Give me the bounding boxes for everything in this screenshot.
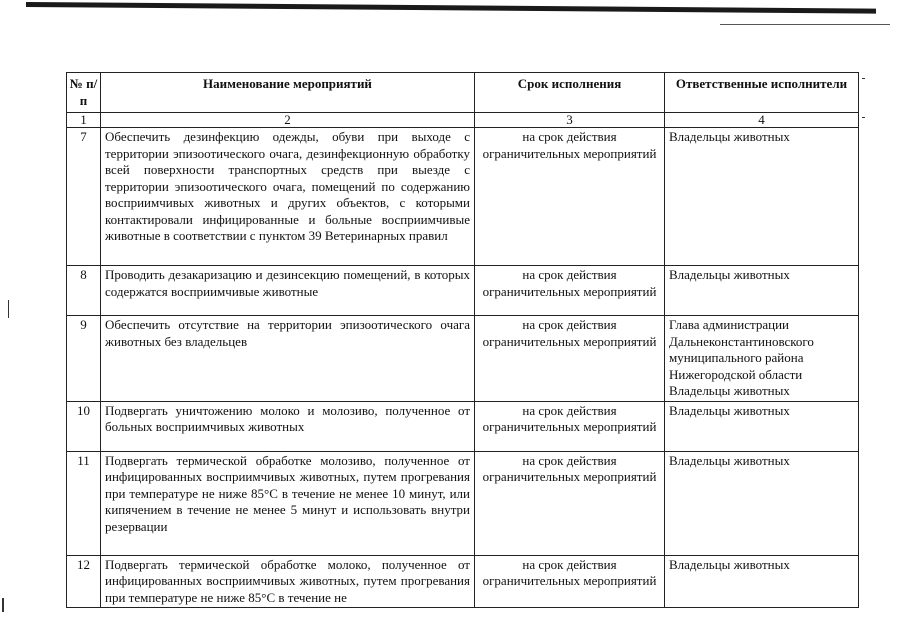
header-deadline: Срок исполнения [475,73,665,113]
measure-responsible: Владельцы животных [665,266,859,316]
row-number: 7 [67,128,101,266]
measure-responsible: Владельцы животных [665,555,859,608]
measure-deadline: на срок действия ограничительных мероприятий [475,401,665,451]
measure-deadline: на срок действия ограничительных мероприятий [475,555,665,608]
measure-responsible: Владельцы животных [665,451,859,555]
header-row [67,73,859,113]
measure-deadline: на срок действия ограничительных мероприятий [475,266,665,316]
index-cell: 4 [665,113,859,128]
measure-title: Подвергать уничтожению молоко и молозиво, полученное от больных восприимчивых животных [101,401,475,451]
scan-border-top [26,2,876,14]
header-responsible: Ответственные исполнители [665,73,859,113]
scan-border-thin [720,24,890,25]
row-number: 9 [67,316,101,402]
scan-edge-mark [862,117,865,118]
row-number: 10 [67,401,101,451]
row-number: 11 [67,451,101,555]
table-row [67,401,859,451]
measure-responsible: Владельцы животных [665,128,859,266]
header-num: № п/п [67,73,101,113]
index-row [67,113,859,128]
row-number: 8 [67,266,101,316]
measures-table [66,72,859,608]
measure-deadline: на срок действия ограничительных мероприятий [475,451,665,555]
table-row [67,266,859,316]
index-cell: 2 [101,113,475,128]
scan-edge-mark [862,78,865,79]
index-cell: 1 [67,113,101,128]
table-row [67,128,859,266]
table-row [67,316,859,402]
measure-responsible: Владельцы животных [665,401,859,451]
scan-edge-mark [8,300,9,318]
measure-deadline: на срок действия ограничительных мероприятий [475,316,665,402]
scan-edge-mark [2,598,4,612]
measure-title: Подвергать термической обработке молозиво, полученное от инфицированных восприимчивых животных, путем прогревания при температуре не ниже 85°С в течение не менее 10 минут, или кипячением в течение не менее 5 минут и использовать внутри резервации [101,451,475,555]
measure-deadline: на срок действия ограничительных мероприятий [475,128,665,266]
header-title: Наименование мероприятий [101,73,475,113]
measure-title: Обеспечить отсутствие на территории эпизоотического очага животных без владельцев [101,316,475,402]
table-row [67,555,859,608]
measure-title: Подвергать термической обработке молоко, полученное от инфицированных восприимчивых животных, путем прогревания при температуре не ниже 85°С в течение не [101,555,475,608]
measure-title: Проводить дезакаризацию и дезинсекцию помещений, в которых содержатся восприимчивые животные [101,266,475,316]
index-cell: 3 [475,113,665,128]
measure-responsible: Глава администрации Дальнеконстантиновского муниципального района Нижегородской области Владельцы животных [665,316,859,402]
row-number: 12 [67,555,101,608]
measure-title: Обеспечить дезинфекцию одежды, обуви при выходе с территории эпизоотического очага, дезинфекционную обработку всей поверхности транспортных средств при выезде с территории эпизоотического очага, помещений по содержанию восприимчивых животных и других объектов, с которыми контактировали инфицированные и больные восприимчивые животные в соответствии с пунктом 39 Ветеринарных правил [101,128,475,266]
table-row [67,451,859,555]
